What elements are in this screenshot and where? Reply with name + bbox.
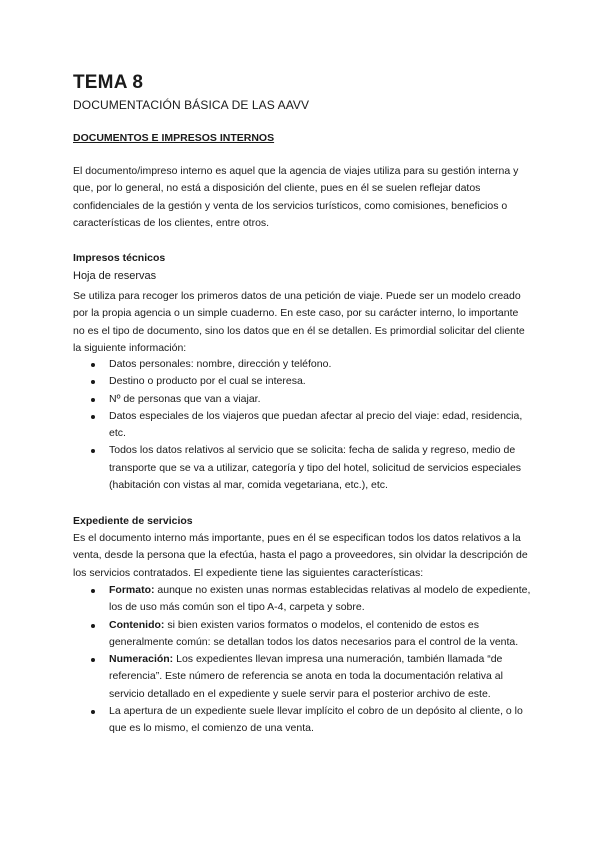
list-item: Destino o producto por el cual se interesa. — [109, 373, 532, 390]
impresos-tecnicos-heading: Impresos técnicos — [73, 252, 166, 264]
list-item: Datos especiales de los viajeros que puedan afectar al precio del viaje: edad, residencia, etc. — [109, 408, 532, 443]
hoja-reservas-paragraph: Se utiliza para recoger los primeros datos de una petición de viaje. Puede ser un modelo creado por la propia agencia o un simple cuaderno. En este caso, por su carácter interno, lo importante no es el tipo de documento, sino los datos que en él se detallen. Es primordial solicitar del cliente la siguiente información: — [73, 290, 525, 354]
item-text: La apertura de un expediente suele llevar implícito el cobro de un depósito al cliente, o lo que es lo mismo, el comienzo de una venta. — [109, 705, 523, 735]
list-item — [109, 651, 532, 703]
expediente-paragraph: Es el documento interno más importante, pues en él se especifican todos los datos relativos a la venta, desde la persona que la efectúa, hasta el pago a proveedores, sin olvidar la descripción de los servicios contratados. El expediente tiene las siguientes características: — [73, 532, 528, 579]
hoja-reservas-heading: Hoja de reservas — [73, 270, 157, 282]
page-title: TEMA 8 — [73, 72, 144, 93]
list-item — [109, 703, 532, 738]
page-subtitle: DOCUMENTACIÓN BÁSICA DE LAS AAVV — [73, 98, 310, 112]
list-item — [109, 582, 532, 617]
section-heading: DOCUMENTOS E IMPRESOS INTERNOS — [73, 132, 275, 144]
list-item — [109, 617, 532, 652]
expediente-heading: Expediente de servicios — [73, 515, 193, 527]
item-label: Formato: — [109, 584, 155, 596]
list-item: Datos personales: nombre, dirección y teléfono. — [109, 356, 532, 373]
item-label: Numeración: — [109, 653, 174, 666]
item-text: aunque no existen unas normas establecidas relativas al modelo de expediente, los de uso más común son el tipo A-4, carpeta y sobre. — [109, 584, 531, 614]
list-item: Nº de personas que van a viajar. — [109, 391, 532, 408]
intro-paragraph: El documento/impreso interno es aquel que la agencia de viajes utiliza para su gestión interna y que, por lo general, no está a disposición del cliente, pues en él se suelen reflejar datos confidenciales de la gestión y venta de los servicios turísticos, como comisiones, beneficios o características de los clientes, entre otros. — [73, 165, 519, 229]
item-label: Contenido: — [109, 618, 165, 631]
expediente-list — [109, 582, 532, 738]
item-text: si bien existen varios formatos o modelos, el contenido de estos es generalmente común: se detallan todos los datos necesarios para el control de la venta. — [109, 618, 519, 648]
hoja-reservas-list — [109, 356, 532, 494]
list-item: Todos los datos relativos al servicio que se solicita: fecha de salida y regreso, medio de transporte que se va a utilizar, categoría y tipo del hotel, solicitud de servicios especiales (habitación con vistas al mar, comida vegetariana, etc.), etc. — [109, 442, 532, 494]
item-text: Los expedientes llevan impresa una numeración, también llamada “de referencia”. Este número de referencia se anota en toda la documentación relativa al servicio detallado en el expediente y suele servir para el posterior archivo de este. — [109, 653, 503, 700]
